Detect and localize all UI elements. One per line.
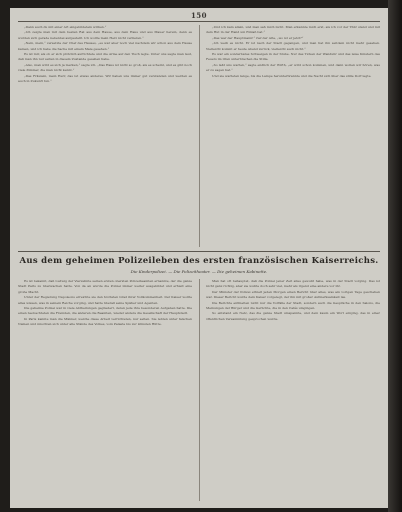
paragraph: Man hat oft behauptet, daß die Polizei jener Zeit alles gewußt habe, was in der Stadt vorging. Das ist nicht ganz richtig, aber sie wußte doch sehr viel, mehr als irgend eine andere vor ihr.: [206, 279, 380, 289]
paragraph: Die Berichte enthielten nicht nur die Vorfälle der Stadt, sondern auch die Gespräche in den Salons, die Meinungen der Bürger und die Gerüchte, die in den Cafés umgingen.: [206, 300, 380, 311]
section-title: Aus dem geheimen Polizeileben des ersten französischen Kaiserreichs.: [19, 256, 379, 266]
paragraph: Es ist bekannt, daß Ludwig der Vierzehnte seinen ersten obersten Polizeibeamten ernannte, der die ganze Stadt Paris zu überwachen hatte. Von da an wurde die Polizei immer weiter ausgebildet und erhielt eine große Macht.: [18, 279, 192, 294]
paragraph: „Dann auch du mit einer Art eingebildetem wirken.“: [24, 25, 107, 29]
paragraph: In Paris kannte man die Männer, welche diese Arbeit verrichteten, nur selten. Sie lebten unter falschen Namen und mischten sich unter alle Stände des Volkes, vom Palaste bis zur ärmsten Hütte.: [18, 316, 192, 327]
paragraph: „Also, man wird es sich ja merken,“ sagte ich. „Das Haus ist nicht so groß, als es scheint, und es gibt noch viele Zimmer, die man nicht kennt.“: [18, 62, 192, 73]
paragraph: „Das war der Hauptmann!“ rief der Alte, „wo ist er jetzt?“: [212, 35, 304, 40]
upper-column-divider: [199, 25, 200, 247]
paragraph: Es war ein sonderbares Schweigen in der Stube. Nur das Ticken der Wanduhr und das leise Knistern des Feuers im Ofen unterbrachen die Stille.: [206, 52, 380, 62]
lower-right-column: [206, 279, 380, 501]
paragraph: Der Minister der Polizei erhielt jeden Morgen einen Bericht über alles, was am vorigen Tage geschehen war. Dieser Bericht wurde dem Kaiser vorgelegt, der ihn mit großer Aufmerksamkeit las.: [206, 289, 380, 300]
paragraph: „Ich zeigte man mit dem besten Rat aus dem Hause, aus dem Haus und aus Mauer herein, denn es wurden sich gerade nebenbei aufgestellt. Ich wollte mein Herz nicht verlieren.“: [18, 30, 192, 40]
paragraph: „Ich weiß es nicht. Er ist nach der Stadt gegangen, und man hat ihn seitdem nicht mehr gesehen. Vielleicht kommt er heute Abend zurück, vielleicht auch nicht.“: [206, 41, 380, 51]
header-rule: [18, 21, 380, 22]
section-subtitle: Die Kinderpolizei. — Die Polizeitheater. — Die geheimen Kabinette.: [130, 269, 268, 274]
book-page: [10, 8, 388, 508]
paragraph: „Und ich kam allein, und man sah mich nicht. Man erkannte mich erst, als ich vor der Thür stand und mit dem Hut in der Hand um Einlaß bat.“: [206, 25, 380, 35]
upper-right-column: [206, 25, 380, 247]
paragraph: Die geheime Polizei war in viele Abtheilungen gegliedert, deren jede ihre besonderen Aufgaben hatte. Die einen beobachteten die Fremden, die anderen die Beamten, wieder andere die Gesellschaft der Hauptstadt.: [18, 306, 192, 316]
paragraph: „Nein, mein,“ versetzte der Chef des Hauses, „es war aber noch viel nachdem wir schon aus dem Hause kamen, und ich habe die Sache mit einem Male gesehen.“: [18, 41, 192, 51]
book-spine: [388, 0, 402, 512]
paragraph: So entstand ein Netz, das die ganze Stadt umspannte, und dem kaum ein Wort entging, das in einer öffentlichen Versammlung gesprochen wurde.: [206, 311, 380, 321]
paragraph: Es ist mir, als ob er sich plötzlich aufrichtete und die Arme auf den Tisch legte. Unter uns sagte man laut, daß man ihn nur selten in diesem Zustande gesehen habe.: [18, 52, 192, 62]
upper-left-column: [18, 25, 192, 247]
paragraph: „So laßt uns warten,“ sagte endlich der Wirth, „er wird schon kommen, und dann wollen wir hören, was er zu sagen hat.“: [206, 62, 380, 73]
paragraph: Und sie warteten lange, bis die Lampe herunterbrannte und die Nacht sich über das stille Dorf legte.: [212, 73, 372, 78]
lower-left-column: [18, 279, 192, 501]
section-rule: [18, 251, 380, 252]
paragraph: „Das Fräulein, mein Herr, das ist etwas anderes. Wir haben uns immer gut verstanden und werden es auch in Zukunft tun.“: [18, 73, 192, 84]
paragraph: Unter der Regierung Napoleons erreichte sie den höchsten Grad ihrer Vollkommenheit. Der Kaiser wollte alles wissen, was in seinem Reiche vorging, und hatte überall seine Späher und Agenten.: [18, 295, 192, 305]
lower-column-divider: [199, 279, 200, 501]
page-number: 150: [190, 11, 208, 20]
